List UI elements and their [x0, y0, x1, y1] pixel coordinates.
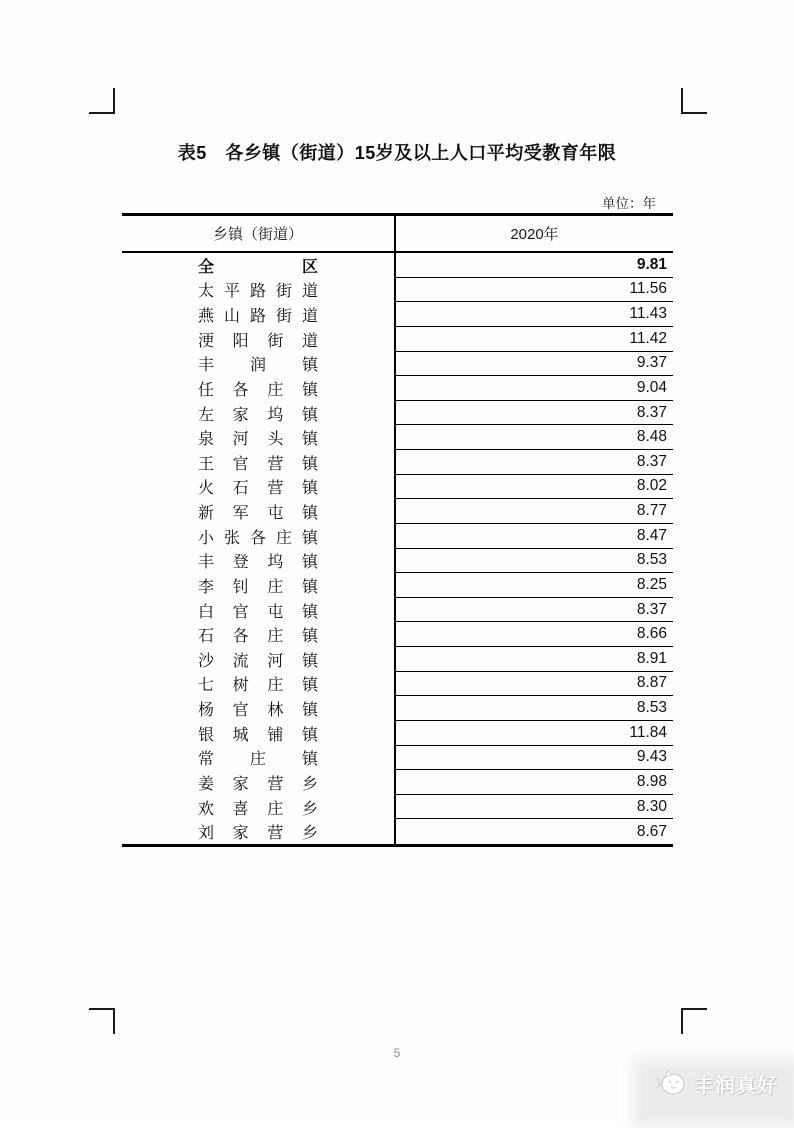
township-name: 燕山路街道	[198, 308, 318, 326]
crop-mark-top-right	[681, 88, 707, 114]
township-name: 银城铺镇	[198, 726, 318, 744]
township-name: 姜家营乡	[198, 775, 318, 793]
education-years-value: 8.25	[394, 573, 673, 598]
education-years-value: 8.48	[394, 425, 673, 450]
table-row	[122, 278, 673, 303]
township-name-cell	[122, 647, 394, 672]
education-years-value: 8.91	[394, 647, 673, 672]
education-years-value: 8.66	[394, 622, 673, 647]
table-row	[122, 327, 673, 352]
table-row	[122, 721, 673, 746]
township-name: 丰登坞镇	[198, 554, 318, 572]
township-name-cell	[122, 770, 394, 795]
education-years-value: 11.43	[394, 302, 673, 327]
education-years-value: 8.98	[394, 770, 673, 795]
watermark-label: 丰润真好	[694, 1074, 778, 1097]
education-years-value: 8.53	[394, 549, 673, 574]
table-header-row	[122, 216, 673, 253]
table-row	[122, 302, 673, 327]
township-name-cell	[122, 253, 394, 278]
township-name-cell	[122, 696, 394, 721]
township-name: 全区	[198, 258, 318, 276]
column-header-2020: 2020年	[394, 216, 673, 251]
education-years-table	[122, 213, 673, 847]
column-header-township: 乡镇（街道）	[212, 226, 303, 243]
education-years-value: 8.77	[394, 499, 673, 524]
education-years-value: 11.84	[394, 721, 673, 746]
township-name-cell	[122, 622, 394, 647]
township-name: 白官屯镇	[198, 603, 318, 621]
table-body	[122, 253, 673, 844]
education-years-value: 8.47	[394, 524, 673, 549]
township-name: 左家坞镇	[198, 406, 318, 424]
table-row	[122, 819, 673, 844]
table-row	[122, 401, 673, 426]
page-number: 5	[393, 1046, 401, 1060]
township-name-cell	[122, 819, 394, 844]
table-row	[122, 746, 673, 771]
education-years-value: 11.56	[394, 278, 673, 303]
crop-mark-bottom-right	[681, 1008, 707, 1034]
township-name: 任各庄镇	[198, 381, 318, 399]
township-name-cell	[122, 327, 394, 352]
table-row	[122, 352, 673, 377]
township-name: 七树庄镇	[198, 677, 318, 695]
township-name: 小张各庄镇	[198, 529, 318, 547]
education-years-value: 8.30	[394, 795, 673, 820]
township-name: 泉河头镇	[198, 431, 318, 449]
table-row	[122, 524, 673, 549]
township-name: 欢喜庄乡	[198, 800, 318, 818]
watermark-mascot-icon	[656, 1068, 688, 1098]
township-name-cell	[122, 573, 394, 598]
township-name-cell	[122, 475, 394, 500]
township-name-cell	[122, 746, 394, 771]
township-name-cell	[122, 450, 394, 475]
table-row	[122, 450, 673, 475]
table-row	[122, 622, 673, 647]
township-name: 沙流河镇	[198, 652, 318, 670]
table-row	[122, 598, 673, 623]
table-row	[122, 549, 673, 574]
township-name: 浭阳街道	[198, 332, 318, 350]
education-years-value: 8.37	[394, 450, 673, 475]
education-years-value: 11.42	[394, 327, 673, 352]
township-name-cell	[122, 795, 394, 820]
education-years-value: 9.37	[394, 352, 673, 377]
township-name-cell	[122, 302, 394, 327]
township-name-cell	[122, 499, 394, 524]
education-years-value: 8.87	[394, 672, 673, 697]
township-name-cell	[122, 672, 394, 697]
table-row	[122, 647, 673, 672]
township-name: 刘家营乡	[198, 825, 318, 843]
crop-mark-bottom-left	[89, 1008, 115, 1034]
crop-mark-top-left	[89, 88, 115, 114]
township-name: 新军屯镇	[198, 505, 318, 523]
table-row	[122, 770, 673, 795]
table-row	[122, 425, 673, 450]
unit-note: 单位：年	[602, 196, 656, 211]
table-row	[122, 573, 673, 598]
township-name-cell	[122, 721, 394, 746]
township-name: 杨官林镇	[198, 702, 318, 720]
table-title: 表5 各乡镇（街道）15岁及以上人口平均受教育年限	[177, 143, 617, 163]
table-row	[122, 499, 673, 524]
education-years-value: 9.43	[394, 746, 673, 771]
table-row	[122, 696, 673, 721]
education-years-value: 8.53	[394, 696, 673, 721]
township-name-cell	[122, 598, 394, 623]
education-years-value: 8.37	[394, 401, 673, 426]
township-name: 太平路街道	[198, 283, 318, 301]
education-years-value: 8.67	[394, 819, 673, 844]
township-name-cell	[122, 376, 394, 401]
table-row	[122, 795, 673, 820]
table-row	[122, 376, 673, 401]
township-name: 李钊庄镇	[198, 578, 318, 596]
township-name-cell	[122, 352, 394, 377]
education-years-value: 9.04	[394, 376, 673, 401]
table-row	[122, 253, 673, 278]
township-name: 石各庄镇	[198, 628, 318, 646]
township-name: 常庄镇	[198, 751, 318, 769]
township-name-cell	[122, 549, 394, 574]
township-name-cell	[122, 524, 394, 549]
table-row	[122, 475, 673, 500]
education-years-value: 9.81	[394, 253, 673, 278]
township-name: 丰润镇	[198, 357, 318, 375]
township-name-cell	[122, 401, 394, 426]
township-name-cell	[122, 425, 394, 450]
township-name-cell	[122, 278, 394, 303]
education-years-value: 8.37	[394, 598, 673, 623]
watermark	[656, 1068, 778, 1098]
table-row	[122, 672, 673, 697]
education-years-value: 8.02	[394, 475, 673, 500]
township-name: 王官营镇	[198, 455, 318, 473]
township-name: 火石营镇	[198, 480, 318, 498]
